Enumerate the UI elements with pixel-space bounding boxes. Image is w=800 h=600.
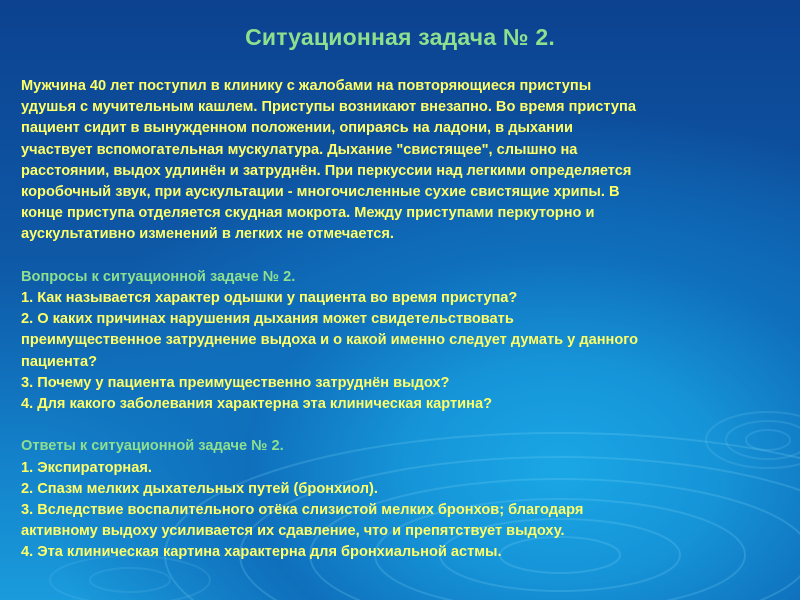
slide-body bbox=[21, 76, 781, 564]
case-line: расстоянии, выдох удлинён и затруднён. При перкуссии над легкими определяется bbox=[21, 162, 632, 179]
answer-line: 3. Вследствие воспалительного отёка слизистой мелких бронхов; благодаря bbox=[21, 502, 584, 519]
case-line: участвует вспомогательная мускулатура. Дыхание "свистящее", слышно на bbox=[21, 141, 578, 158]
question-line: 1. Как называется характер одышки у пациента во время приступа? bbox=[21, 290, 518, 307]
slide-title: Ситуационная задача № 2. bbox=[245, 24, 555, 50]
answer-line: 1. Экспираторная. bbox=[21, 459, 152, 476]
answer-line: 4. Эта клиническая картина характерна для бронхиальной астмы. bbox=[21, 544, 502, 561]
questions-section bbox=[21, 267, 781, 415]
question-line: преимущественное затруднение выдоха и о какой именно следует думать у данного bbox=[21, 332, 639, 349]
case-line: пациент сидит в вынужденном положении, опираясь на ладони, в дыхании bbox=[21, 120, 573, 137]
case-line: Мужчина 40 лет поступил в клинику с жалобами на повторяющиеся приступы bbox=[21, 78, 592, 94]
answer-line: 2. Спазм мелких дыхательных путей (бронхиол). bbox=[21, 480, 378, 497]
question-line: пациента? bbox=[21, 353, 97, 370]
case-line: удушья с мучительным кашлем. Приступы возникают внезапно. Во время приступа bbox=[21, 99, 636, 116]
question-line: 3. Почему у пациента преимущественно затруднён выдох? bbox=[21, 374, 450, 391]
question-line: 4. Для какого заболевания характерна эта клиническая картина? bbox=[21, 396, 492, 413]
questions-heading: Вопросы к ситуационной задаче № 2. bbox=[21, 268, 296, 285]
answer-line: активному выдоху усиливается их сдавление, что и препятствует выдоху. bbox=[21, 523, 565, 540]
spacer bbox=[21, 415, 781, 436]
answers-heading: Ответы к ситуационной задаче № 2. bbox=[21, 438, 284, 455]
case-line: коробочный звук, при аускультации - многочисленные сухие свистящие хрипы. В bbox=[21, 184, 620, 201]
case-description bbox=[21, 76, 781, 246]
answers-section bbox=[21, 436, 781, 563]
case-line: конце приступа отделяется скудная мокрота. Между приступами перкуторно и bbox=[21, 205, 595, 222]
spacer bbox=[21, 246, 781, 267]
question-line: 2. О каких причинах нарушения дыхания может свидетельствовать bbox=[21, 311, 514, 328]
case-line: аускультативно изменений в легких не отмечается. bbox=[21, 226, 394, 243]
